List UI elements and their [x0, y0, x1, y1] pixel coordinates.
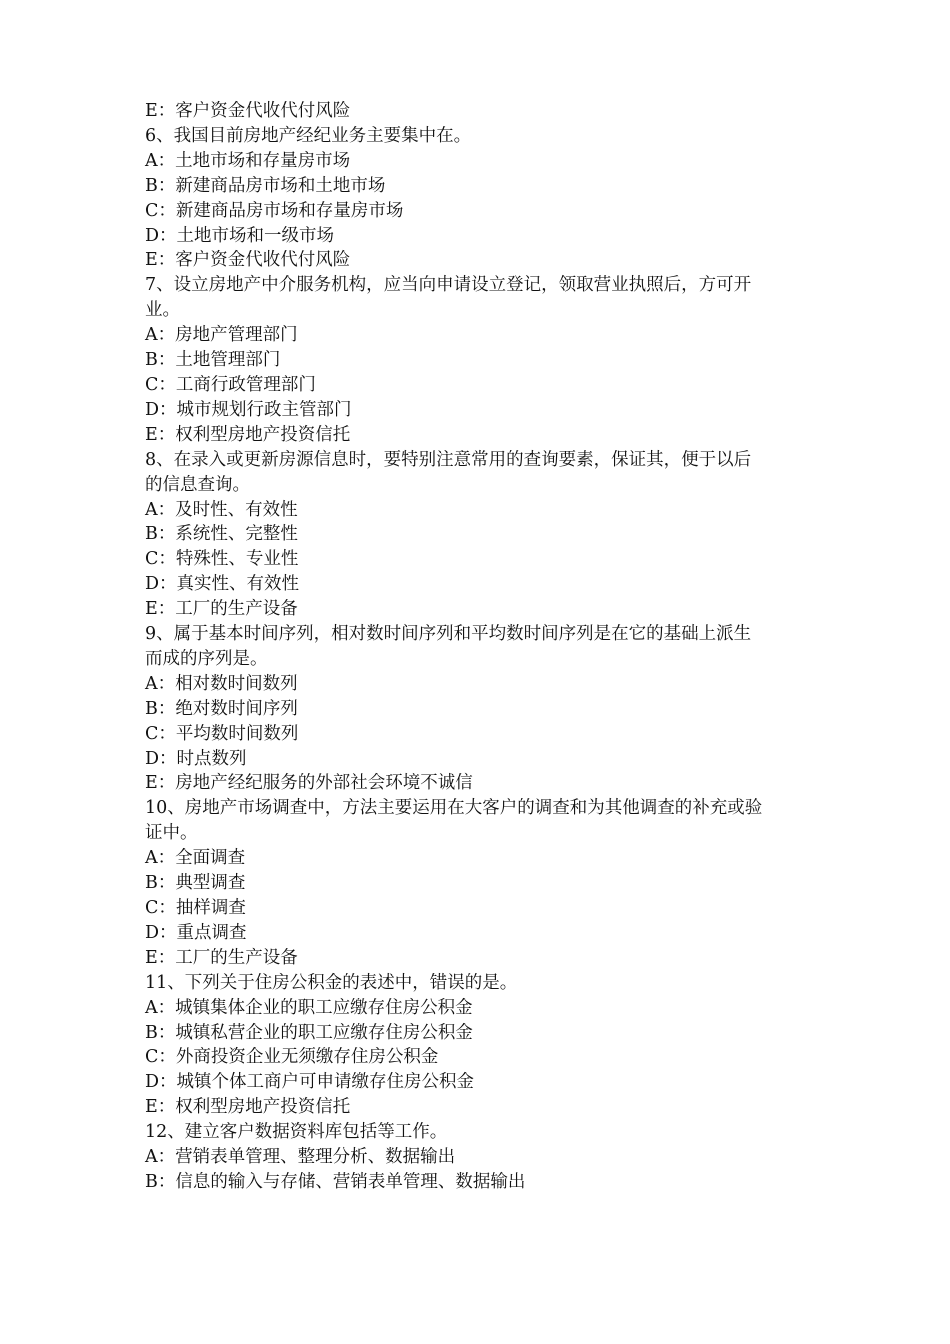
option-d-line: D：重点调查: [145, 922, 247, 943]
option-a-line: A：相对数时间数列: [145, 673, 298, 694]
document-page: [145, 99, 810, 1195]
option-b-line: B：信息的输入与存储、营销表单管理、数据输出: [145, 1171, 526, 1192]
option-d-line: D：时点数列: [145, 748, 247, 769]
question-8-continuation: 的信息查询。: [145, 474, 250, 495]
option-d-line: D：土地市场和一级市场: [145, 225, 335, 246]
question-10-continuation: 证中。: [145, 823, 198, 844]
option-a-line: A：房地产管理部门: [145, 325, 298, 346]
option-a-line: A：全面调查: [145, 848, 246, 869]
option-d-line: D：真实性、有效性: [145, 574, 300, 595]
option-e-line: E：客户资金代收代付风险: [145, 101, 351, 121]
option-e-line: E：工厂的生产设备: [145, 599, 298, 620]
option-b-line: B：新建商品房市场和土地市场: [145, 175, 386, 196]
option-e-line: E：客户资金代收代付风险: [145, 250, 351, 271]
option-c-line: C：抽样调查: [145, 898, 246, 918]
option-b-line: B：城镇私营企业的职工应缴存住房公积金: [145, 1022, 473, 1043]
question-12-line: 12、建立客户数据资料库包括等工作。: [145, 1122, 448, 1143]
option-c-line: C：工商行政管理部门: [145, 374, 316, 395]
option-b-line: B：绝对数时间序列: [145, 698, 298, 719]
option-a-line: A：城镇集体企业的职工应缴存住房公积金: [145, 997, 473, 1018]
option-c-line: C：特殊性、专业性: [145, 549, 299, 570]
option-c-line: C：平均数时间数列: [145, 723, 299, 744]
question-11-line: 11、下列关于住房公积金的表述中，错误的是。: [145, 972, 518, 993]
question-9-continuation: 而成的序列是。: [145, 648, 268, 669]
option-c-line: C：外商投资企业无须缴存住房公积金: [145, 1047, 439, 1068]
option-d-line: D：城市规划行政主管部门: [145, 399, 352, 420]
option-e-line: E：权利型房地产投资信托: [145, 424, 351, 445]
option-e-line: E：房地产经纪服务的外部社会环境不诚信: [145, 773, 473, 794]
option-a-line: A：土地市场和存量房市场: [145, 150, 351, 171]
question-8-line: 8、在录入或更新房源信息时，要特别注意常用的查询要素，保证其，便于以后: [145, 449, 752, 470]
option-b-line: B：土地管理部门: [145, 350, 281, 371]
question-7-line: 7、设立房地产中介服务机构，应当向申请设立登记，领取营业执照后，方可开: [145, 275, 752, 296]
option-a-line: A：营销表单管理、整理分析、数据输出: [145, 1147, 456, 1168]
question-6-line: 6、我国目前房地产经纪业务主要集中在。: [145, 125, 472, 146]
option-b-line: B：典型调查: [145, 873, 246, 894]
option-d-line: D：城镇个体工商户可申请缴存住房公积金: [145, 1072, 475, 1093]
question-7-continuation: 业。: [145, 300, 180, 321]
option-e-line: E：权利型房地产投资信托: [145, 1097, 351, 1118]
option-e-line: E：工厂的生产设备: [145, 947, 298, 968]
question-10-line: 10、房地产市场调查中，方法主要运用在大客户的调查和为其他调查的补充或验: [145, 798, 763, 819]
option-b-line: B：系统性、完整性: [145, 524, 298, 545]
question-9-line: 9、属于基本时间序列，相对数时间序列和平均数时间序列是在它的基础上派生: [145, 624, 752, 645]
option-c-line: C：新建商品房市场和存量房市场: [145, 200, 404, 221]
option-a-line: A：及时性、有效性: [145, 499, 298, 520]
